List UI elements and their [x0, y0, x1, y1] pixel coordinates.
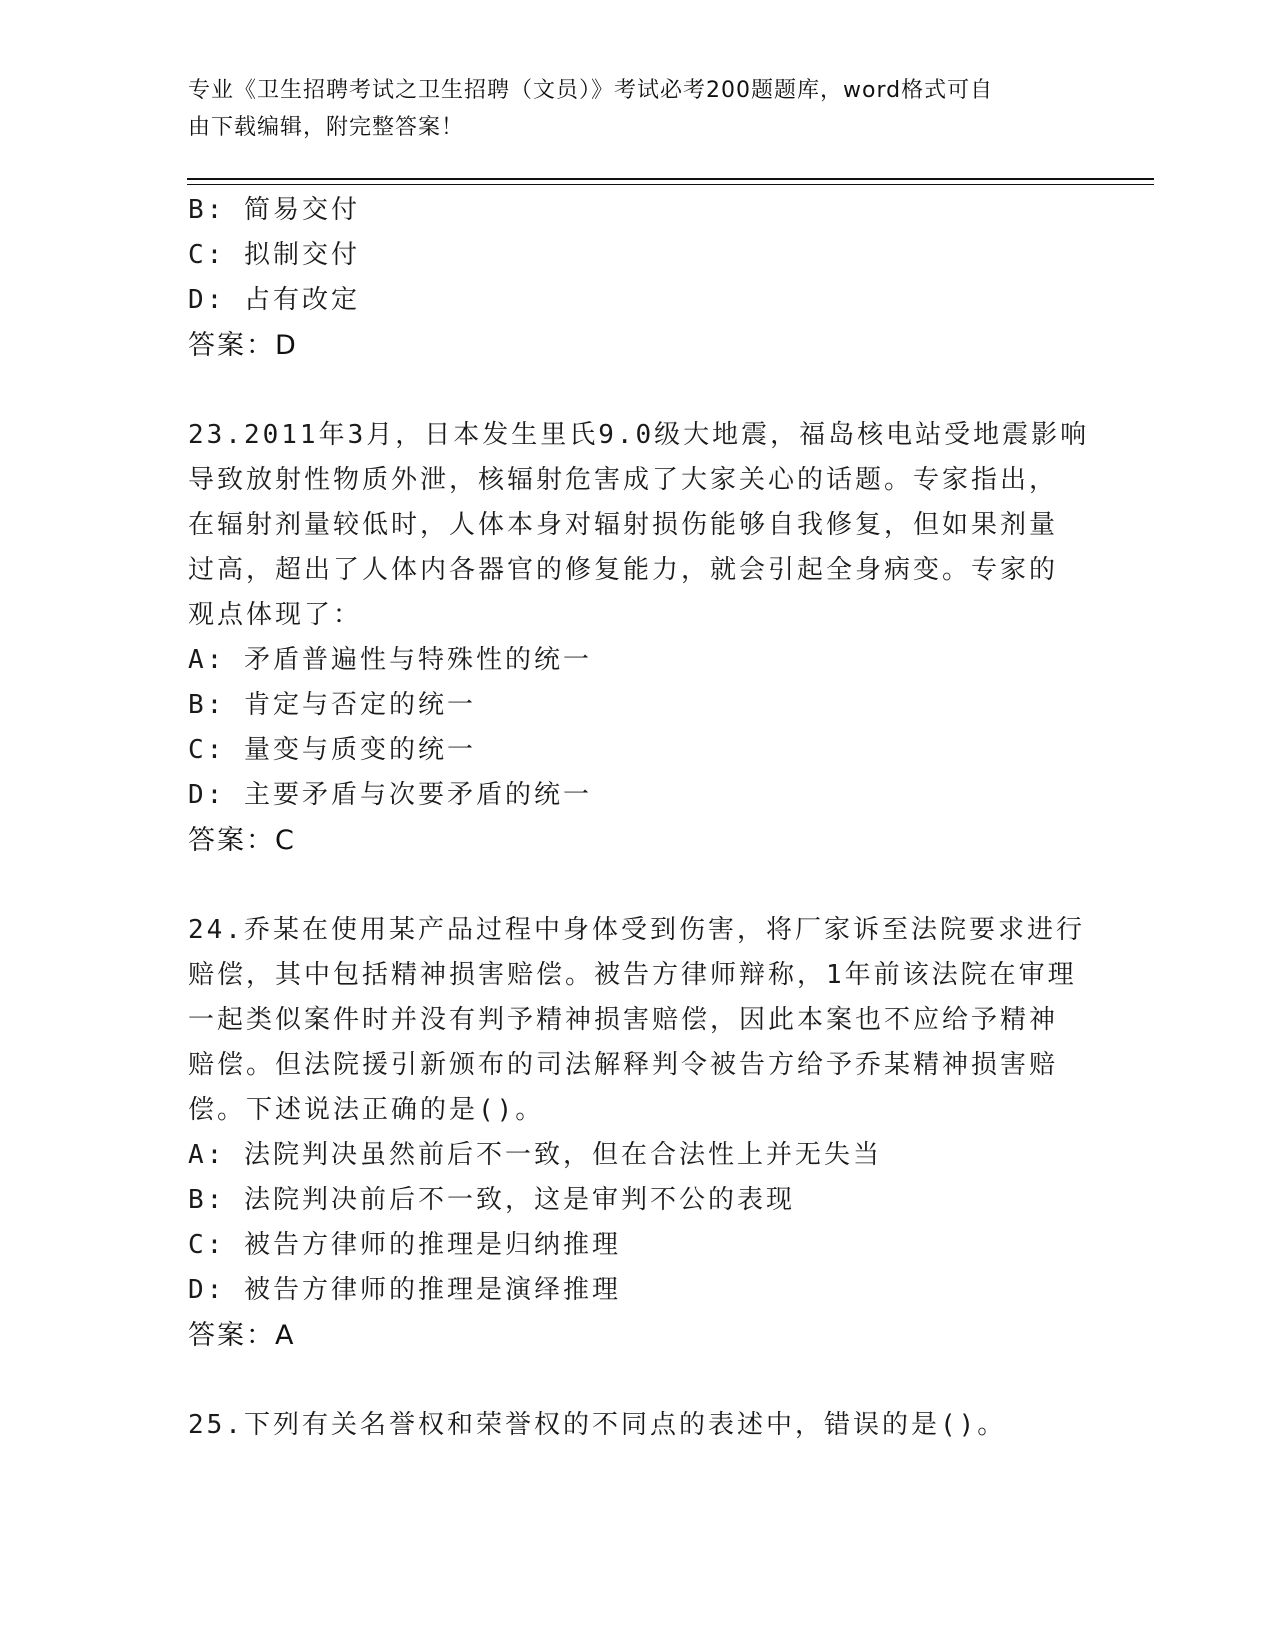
- spacer: [188, 1358, 1088, 1403]
- question-stem-line: 偿。下述说法正确的是()。: [188, 1095, 545, 1125]
- header-line-1: 专业《卫生招聘考试之卫生招聘（文员）》考试必考200题题库，word格式可自: [188, 78, 994, 103]
- question-stem-line: 一起类似案件时并没有判予精神损害赔偿，因此本案也不应给予精神: [188, 1005, 1059, 1035]
- question-stem-line: 赔偿。但法院援引新颁布的司法解释判令被告方给予乔某精神损害赔: [188, 1050, 1059, 1080]
- header-divider-thick: [187, 178, 1154, 180]
- question-stem-line: 导致放射性物质外泄，核辐射危害成了大家关心的话题。专家指出，: [188, 465, 1059, 495]
- document-header: [188, 72, 1068, 146]
- option-d: D: 占有改定: [188, 285, 360, 315]
- option-b: B: 简易交付: [188, 195, 360, 225]
- question-22: [188, 188, 1088, 368]
- option-a: A: 矛盾普遍性与特殊性的统一: [188, 645, 592, 675]
- option-d: D: 被告方律师的推理是演绎推理: [188, 1275, 621, 1305]
- answer-label: 答案：A: [188, 1320, 296, 1351]
- answer-label: 答案：C: [188, 825, 296, 856]
- option-d: D: 主要矛盾与次要矛盾的统一: [188, 780, 592, 810]
- question-25: [188, 1403, 1088, 1448]
- option-b: B: 肯定与否定的统一: [188, 690, 476, 720]
- option-b: B: 法院判决前后不一致，这是审判不公的表现: [188, 1185, 795, 1215]
- question-list: [188, 188, 1088, 1448]
- question-23: [188, 413, 1088, 863]
- option-c: C: 拟制交付: [188, 240, 360, 270]
- option-c: C: 量变与质变的统一: [188, 735, 476, 765]
- question-stem-line: 在辐射剂量较低时，人体本身对辐射损伤能够自我修复，但如果剂量: [188, 510, 1059, 540]
- option-c: C: 被告方律师的推理是归纳推理: [188, 1230, 621, 1260]
- option-a: A: 法院判决虽然前后不一致，但在合法性上并无失当: [188, 1140, 882, 1170]
- question-stem-line: 赔偿，其中包括精神损害赔偿。被告方律师辩称，1年前该法院在审理: [188, 960, 1077, 990]
- question-stem-line: 观点体现了：: [188, 600, 363, 630]
- question-24: [188, 908, 1088, 1358]
- question-stem-line: 25.下列有关名誉权和荣誉权的不同点的表述中，错误的是()。: [188, 1410, 1007, 1440]
- spacer: [188, 863, 1088, 908]
- question-stem-line: 24.乔某在使用某产品过程中身体受到伤害，将厂家诉至法院要求进行: [188, 915, 1085, 945]
- spacer: [188, 368, 1088, 413]
- question-stem-line: 过高，超出了人体内各器官的修复能力，就会引起全身病变。专家的: [188, 555, 1059, 585]
- header-line-2: 由下载编辑，附完整答案！: [188, 115, 465, 140]
- answer-label: 答案：D: [188, 330, 298, 361]
- question-stem-line: 23.2011年3月，日本发生里氏9.0级大地震，福岛核电站受地震影响: [188, 420, 1090, 450]
- header-divider-thin: [187, 184, 1154, 185]
